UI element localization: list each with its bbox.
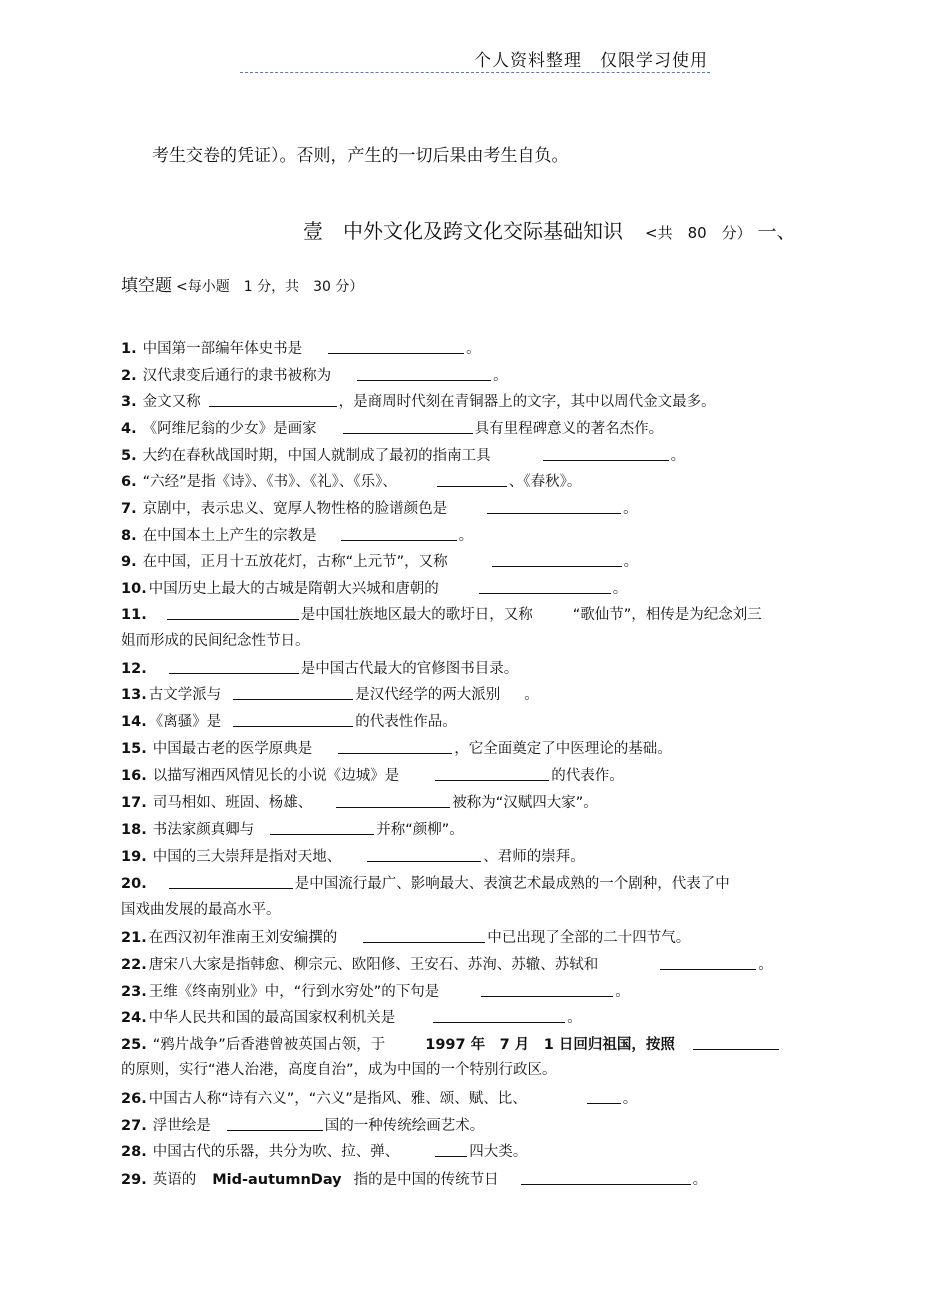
- answer-blank[interactable]: [209, 392, 337, 407]
- answer-blank[interactable]: [169, 659, 299, 674]
- question-number: 24.: [121, 1010, 147, 1026]
- question-11-continued: [121, 631, 310, 651]
- question-text: 是中国流行最广、影响最大、表演艺术最成熟的一个剧种，代表了中: [294, 876, 730, 892]
- question-2: [121, 366, 508, 386]
- question-24: [121, 1008, 582, 1028]
- answer-blank[interactable]: [328, 339, 464, 354]
- question-16: [121, 766, 624, 786]
- question-text: “鸦片战争”后香港曾被英国占领，于: [152, 1037, 386, 1053]
- question-text: 是中国古代最大的官修图书目录。: [300, 661, 519, 677]
- header-text: 个人资料整理 仅限学习使用: [474, 51, 708, 71]
- answer-blank[interactable]: [481, 982, 613, 997]
- question-text: 具有里程碑意义的著名杰作。: [474, 421, 664, 437]
- question-27: [121, 1116, 484, 1136]
- question-text: 在中国，正月十五放花灯，古称“上元节”，又称: [142, 554, 448, 570]
- answer-blank[interactable]: [543, 446, 669, 461]
- question-23: [121, 982, 630, 1002]
- question-number: 4.: [121, 421, 137, 437]
- question-number: 29.: [121, 1172, 147, 1188]
- question-number: 10.: [121, 581, 147, 597]
- question-text: 是中国壮族地区最大的歌圩日，又称: [300, 607, 533, 623]
- page-header: [240, 46, 710, 73]
- question-text: 书法家颜真卿与: [152, 822, 255, 838]
- question-number: 7.: [121, 501, 137, 517]
- question-21: [121, 928, 690, 948]
- question-text: 国的一种传统绘画艺术。: [324, 1118, 485, 1134]
- question-29: [121, 1170, 707, 1190]
- answer-blank[interactable]: [435, 1142, 467, 1157]
- answer-blank[interactable]: [521, 1170, 691, 1185]
- question-text: 。: [493, 368, 508, 384]
- question-13: [121, 685, 539, 705]
- question-text: ，是商周时代刻在青铜器上的文字，其中以周代金文最多。: [338, 394, 716, 410]
- question-text: 。: [567, 1010, 582, 1026]
- question-15: [121, 739, 672, 759]
- question-7: [121, 499, 638, 519]
- question-text: 在中国本土上产生的宗教是: [142, 528, 317, 544]
- question-12: [121, 659, 518, 679]
- question-text: 。: [670, 448, 686, 464]
- question-text: 并称“颜柳”。: [376, 822, 464, 838]
- question-text: 。: [612, 581, 628, 597]
- question-text: 唐宋八大家是指韩愈、柳宗元、欧阳修、王安石、苏洵、苏辙、苏轼和: [148, 957, 599, 973]
- answer-blank[interactable]: [270, 820, 374, 835]
- question-text: “歌仙节”，相传是为纪念刘三: [572, 607, 762, 623]
- question-1: [121, 339, 481, 359]
- question-25-continued: [121, 1060, 557, 1080]
- question-number: 18.: [121, 822, 147, 838]
- question-text: 中华人民共和国的最高国家权利机关是: [148, 1010, 396, 1026]
- question-number: 16.: [121, 768, 147, 784]
- part-title: [121, 271, 363, 296]
- question-18: [121, 820, 464, 840]
- question-number: 9.: [121, 554, 137, 570]
- question-text: 。: [466, 341, 481, 357]
- question-text: 。: [692, 1172, 708, 1188]
- answer-blank[interactable]: [367, 847, 481, 862]
- question-text: 司马相如、班固、杨雄、: [152, 795, 313, 811]
- question-text: 浮世绘是: [152, 1118, 211, 1134]
- answer-blank[interactable]: [479, 579, 611, 594]
- question-9: [121, 552, 638, 572]
- question-text: 国戏曲发展的最高水平。: [121, 902, 281, 918]
- question-number: 8.: [121, 528, 137, 544]
- question-text: 以描写湘西风情见长的小说《边城》是: [152, 768, 400, 784]
- section-part-number: 一、: [757, 221, 796, 243]
- question-number: 1.: [121, 341, 137, 357]
- question-number: 17.: [121, 795, 147, 811]
- question-number: 2.: [121, 368, 137, 384]
- question-text: 王维《终南别业》中，“行到水穷处”的下句是: [148, 984, 440, 1000]
- question-text: 中国第一部编年体史书是: [142, 341, 303, 357]
- question-text: 中已出现了全部的二十四节气。: [487, 930, 691, 946]
- answer-blank[interactable]: [338, 739, 452, 754]
- answer-blank[interactable]: [341, 526, 457, 541]
- question-text: 中国最古老的医学原典是: [152, 741, 313, 757]
- answer-blank[interactable]: [167, 605, 299, 620]
- question-26: [121, 1089, 637, 1109]
- question-text: 姐而形成的民间纪念性节日。: [121, 633, 310, 649]
- part-title-text: 填空题: [121, 276, 172, 296]
- answer-blank[interactable]: [435, 766, 549, 781]
- answer-blank[interactable]: [660, 955, 756, 970]
- intro-text: 考生交卷的凭证）。否则，产生的一切后果由考生自负。: [152, 146, 569, 166]
- question-text: 是汉代经学的两大派别: [355, 687, 501, 703]
- question-text: 、《春秋》。: [508, 474, 582, 490]
- question-text: 。: [622, 1091, 638, 1107]
- question-number: 11.: [121, 607, 147, 623]
- question-text: 的代表性作品。: [355, 714, 457, 730]
- question-17: [121, 793, 598, 813]
- question-text: 京剧中，表示忠义、宽厚人物性格的脸谱颜色是: [142, 501, 448, 517]
- answer-blank[interactable]: [487, 499, 621, 514]
- question-number: 6.: [121, 474, 137, 490]
- question-5: [121, 446, 685, 466]
- question-text: 。: [615, 984, 630, 1000]
- question-11: [121, 605, 762, 625]
- answer-blank[interactable]: [437, 472, 507, 487]
- answer-blank[interactable]: [233, 685, 353, 700]
- question-text: 。: [524, 687, 539, 703]
- answer-blank[interactable]: [233, 712, 353, 727]
- question-25: [121, 1035, 781, 1055]
- answer-blank[interactable]: [587, 1089, 621, 1104]
- question-text: 《离骚》是: [148, 714, 222, 730]
- question-19: [121, 847, 585, 867]
- question-text: 英语的: [152, 1172, 197, 1188]
- question-number: 19.: [121, 849, 147, 865]
- question-text: 中国历史上最大的古城是隋朝大兴城和唐朝的: [148, 581, 439, 597]
- answer-blank[interactable]: [492, 552, 622, 567]
- question-20-continued: [121, 900, 281, 920]
- question-number: 15.: [121, 741, 147, 757]
- question-text: 《阿维尼翁的少女》是画家: [142, 421, 317, 437]
- question-22: [121, 955, 773, 975]
- question-4: [121, 419, 663, 439]
- question-text: 汉代隶变后通行的隶书被称为: [142, 368, 332, 384]
- question-text: 的原则，实行“港人治港，高度自治”，成为中国的一个特别行政区。: [121, 1062, 557, 1078]
- question-text: 的代表作。: [551, 768, 624, 784]
- question-number: 22.: [121, 957, 147, 973]
- question-text: 。: [623, 554, 639, 570]
- question-number: 23.: [121, 984, 147, 1000]
- question-text: 金文又称: [142, 394, 201, 410]
- question-3: [121, 392, 716, 412]
- answer-blank[interactable]: [357, 366, 491, 381]
- question-number: 26.: [121, 1091, 147, 1107]
- question-text: 中国的三大崇拜是指对天地、: [152, 849, 342, 865]
- answer-blank[interactable]: [343, 419, 473, 434]
- answer-blank[interactable]: [433, 1008, 565, 1023]
- question-text: 四大类。: [469, 1144, 528, 1160]
- question-number: 27.: [121, 1118, 147, 1134]
- question-14: [121, 712, 457, 732]
- question-text: 。: [758, 957, 773, 973]
- question-8: [121, 526, 473, 546]
- question-number: 13.: [121, 687, 147, 703]
- question-6: [121, 472, 581, 492]
- question-text: Mid-autumnDay: [212, 1172, 342, 1188]
- question-text: 中国古人称“诗有六义”，“六义”是指风、雅、颂、赋、比、: [148, 1091, 527, 1107]
- question-text: 大约在春秋战国时期，中国人就制成了最初的指南工具: [142, 448, 491, 464]
- question-number: 3.: [121, 394, 137, 410]
- section-title: [303, 215, 796, 244]
- question-text: 指的是中国的传统节日: [353, 1172, 499, 1188]
- answer-blank[interactable]: [336, 793, 450, 808]
- question-text: 在西汉初年淮南王刘安编撰的: [148, 930, 338, 946]
- section-title-main: 壹 中外文化及跨文化交际基础知识: [303, 219, 623, 243]
- question-number: 25.: [121, 1037, 147, 1053]
- question-text: 1997 年 7 月 1 日回归祖国，按照: [425, 1037, 675, 1053]
- question-number: 21.: [121, 930, 147, 946]
- question-text: ，它全面奠定了中医理论的基础。: [454, 741, 672, 757]
- answer-blank[interactable]: [227, 1116, 323, 1131]
- question-28: [121, 1142, 527, 1162]
- part-score-note: <每小题 1 分，共 30 分）: [176, 279, 364, 295]
- answer-blank[interactable]: [169, 874, 293, 889]
- question-number: 12.: [121, 661, 147, 677]
- question-number: 28.: [121, 1144, 147, 1160]
- question-text: “六经”是指《诗》、《书》、《礼》、《乐》、: [142, 474, 397, 490]
- question-text: 被称为“汉赋四大家”。: [452, 795, 598, 811]
- question-20: [121, 874, 730, 894]
- answer-blank[interactable]: [693, 1035, 779, 1050]
- question-text: 。: [458, 528, 474, 544]
- question-number: 14.: [121, 714, 147, 730]
- question-number: 5.: [121, 448, 137, 464]
- question-text: 中国古代的乐器，共分为吹、拉、弹、: [152, 1144, 400, 1160]
- section-score: <共 80 分）: [645, 224, 752, 242]
- question-text: 。: [623, 501, 638, 517]
- question-number: 20.: [121, 876, 147, 892]
- question-text: 古文学派与: [148, 687, 222, 703]
- question-10: [121, 579, 627, 599]
- answer-blank[interactable]: [363, 928, 485, 943]
- question-text: 、君师的崇拜。: [483, 849, 585, 865]
